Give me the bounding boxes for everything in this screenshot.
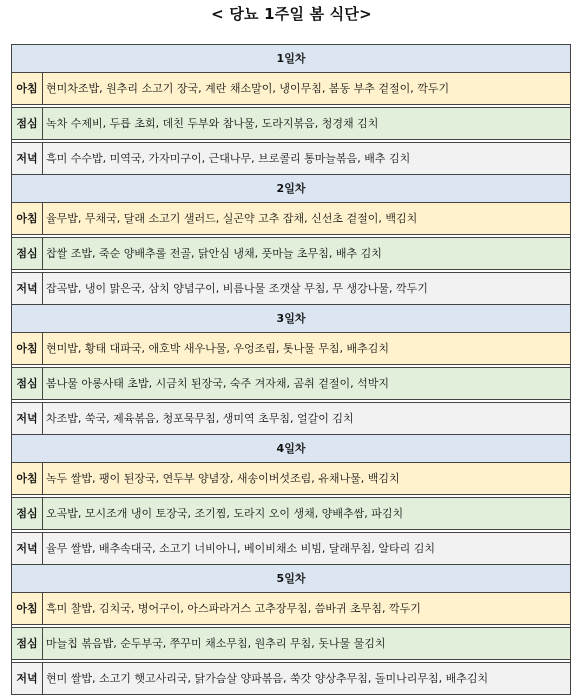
meal-type-label: 아침 [12,333,43,365]
meal-menu-text: 현미 쌀밥, 소고기 햇고사리국, 닭가슴살 양파볶음, 쑥갓 양상추무침, 돌미나리무침, 배추김치 [43,663,571,695]
meal-type-label: 저녁 [12,273,43,305]
meal-plan-body [12,45,571,695]
meal-plan-table [11,44,571,695]
day-header-row [12,45,571,73]
meal-menu-text: 현미밥, 황태 대파국, 애호박 새우나물, 우엉조림, 톳나물 무침, 배추김치 [43,333,571,365]
day-header-row [12,565,571,593]
meal-row-breakfast [12,73,571,105]
day-header-row [12,175,571,203]
day-label: 2일차 [12,175,571,203]
meal-menu-text: 찹쌀 조밥, 죽순 양배추롤 전골, 닭안심 냉채, 풋마늘 초무침, 배추 김치 [43,238,571,270]
meal-menu-text: 차조밥, 쑥국, 제육볶음, 청포묵무침, 생미역 초무침, 얼갈이 김치 [43,403,571,435]
day-header-row [12,305,571,333]
meal-menu-text: 오곡밥, 모시조개 냉이 토장국, 조기찜, 도라지 오이 생채, 양배추쌈, 파김치 [43,498,571,530]
meal-type-label: 점심 [12,238,43,270]
meal-menu-text: 현미차조밥, 원추리 소고기 장국, 계란 채소말이, 냉이무침, 봄동 부추 겉절이, 깍두기 [43,73,571,105]
meal-menu-text: 녹두 쌀밥, 팽이 된장국, 연두부 양념장, 새송이버섯조림, 유채나물, 백김치 [43,463,571,495]
meal-menu-text: 율무밥, 무채국, 달래 소고기 샐러드, 실곤약 고추 잡채, 신선초 겉절이, 백김치 [43,203,571,235]
meal-row-lunch [12,108,571,140]
day-label: 1일차 [12,45,571,73]
day-label: 3일차 [12,305,571,333]
meal-type-label: 점심 [12,498,43,530]
meal-type-label: 점심 [12,368,43,400]
meal-type-label: 점심 [12,628,43,660]
meal-type-label: 아침 [12,463,43,495]
meal-type-label: 저녁 [12,403,43,435]
meal-menu-text: 녹차 수제비, 두릅 초회, 데친 두부와 참나물, 도라지볶음, 청경채 김치 [43,108,571,140]
meal-type-label: 저녁 [12,663,43,695]
meal-row-lunch [12,238,571,270]
meal-row-dinner [12,533,571,565]
meal-row-breakfast [12,593,571,625]
meal-row-lunch [12,368,571,400]
meal-row-lunch [12,498,571,530]
day-label: 5일차 [12,565,571,593]
meal-row-breakfast [12,203,571,235]
meal-type-label: 저녁 [12,143,43,175]
meal-row-lunch [12,628,571,660]
meal-menu-text: 마늘칩 볶음밥, 순두부국, 쭈꾸미 채소무침, 원추리 무침, 돗나물 물김치 [43,628,571,660]
meal-row-dinner [12,273,571,305]
meal-menu-text: 잡곡밥, 냉이 맑은국, 삼치 양념구이, 비름나물 조갯살 무침, 무 생강나물, 깍두기 [43,273,571,305]
meal-type-label: 저녁 [12,533,43,565]
meal-menu-text: 봄나물 아롱사태 초밥, 시금치 된장국, 숙주 겨자채, 곰취 겉절이, 석박지 [43,368,571,400]
day-header-row [12,435,571,463]
meal-type-label: 아침 [12,73,43,105]
meal-menu-text: 흑미 찰밥, 김치국, 병어구이, 아스파라거스 고추장무침, 씀바귀 초무침, 깍두기 [43,593,571,625]
day-label: 4일차 [12,435,571,463]
meal-type-label: 아침 [12,593,43,625]
meal-type-label: 아침 [12,203,43,235]
page-title: < 당뇨 1주일 봄 식단> [211,5,372,23]
meal-row-breakfast [12,333,571,365]
meal-menu-text: 흑미 수수밥, 미역국, 가자미구이, 근대나무, 브로콜리 통마늘볶음, 배추 김치 [43,143,571,175]
meal-row-dinner [12,143,571,175]
meal-row-dinner [12,403,571,435]
meal-type-label: 점심 [12,108,43,140]
meal-row-breakfast [12,463,571,495]
meal-menu-text: 율무 쌀밥, 배추속대국, 소고기 너비아니, 베이비채소 비빔, 달래무침, 알타리 김치 [43,533,571,565]
